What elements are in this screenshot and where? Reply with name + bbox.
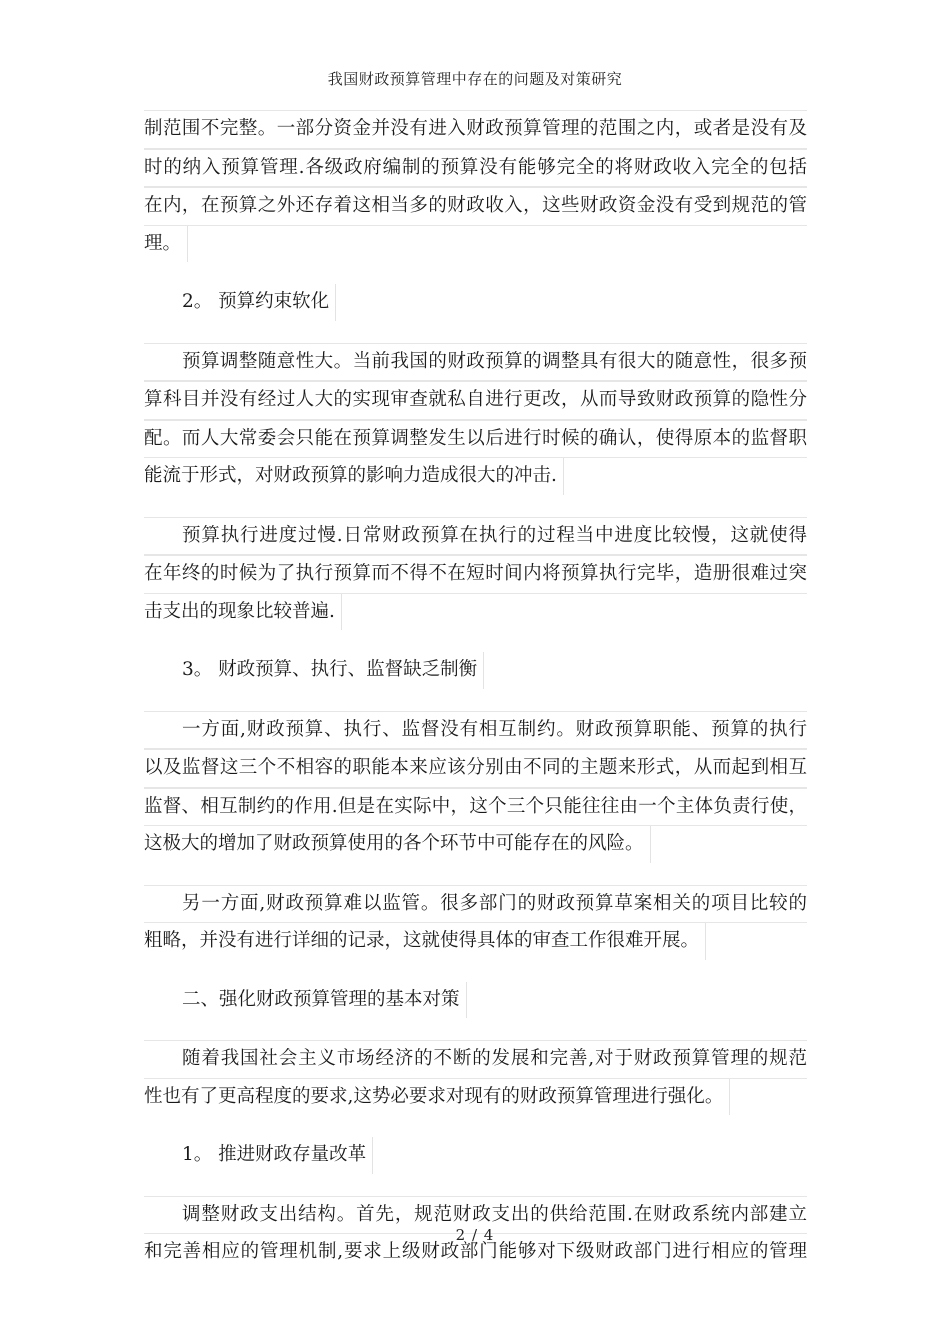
paragraph-line: 预算调整随意性大。当前我国的财政预算的调整具有很大的随意性，很多预 bbox=[144, 343, 807, 382]
paragraph-line: 监督、相互制约的作用.但是在实际中，这个三个只能往往由一个主体负责行使， bbox=[144, 788, 807, 827]
paragraph-line-text: 粗略，并没有进行详细的记录，这就使得具体的审查工作很难开展。 bbox=[144, 923, 706, 960]
paragraph bbox=[144, 885, 807, 960]
section-heading bbox=[144, 284, 807, 321]
paragraph-line: 在内，在预算之外还存着这相当多的财政收入，这些财政资金没有受到规范的管 bbox=[144, 187, 807, 226]
paragraph-line: 另一方面,财政预算难以监管。很多部门的财政预算草案相关的项目比较的 bbox=[144, 885, 807, 924]
section-heading-text: 二、强化财政预算管理的基本对策 bbox=[182, 982, 467, 1019]
paragraph-line bbox=[144, 1079, 807, 1116]
paragraph-line: 算科目并没有经过人大的实现审查就私自进行更改，从而导致财政预算的隐性分 bbox=[144, 381, 807, 420]
paragraph-line-text: 理。 bbox=[144, 226, 188, 263]
section-heading-text: 1。 推进财政存量改革 bbox=[182, 1137, 373, 1174]
section-heading-text: 3。 财政预算、执行、监督缺乏制衡 bbox=[182, 652, 484, 689]
section-heading bbox=[144, 652, 807, 689]
section-heading-text: 2。 预算约束软化 bbox=[182, 284, 336, 321]
section-heading bbox=[144, 982, 807, 1019]
paragraph-line: 以及监督这三个不相容的职能本来应该分别由不同的主题来形式，从而起到相互 bbox=[144, 749, 807, 788]
paragraph bbox=[144, 110, 807, 262]
paragraph-line bbox=[144, 226, 807, 263]
paragraph-line bbox=[144, 826, 807, 863]
document-body bbox=[144, 110, 807, 1293]
paragraph-line-text: 性也有了更高程度的要求,这势必要求对现有的财政预算管理进行强化。 bbox=[144, 1079, 730, 1116]
paragraph-line: 制范围不完整。一部分资金并没有进入财政预算管理的范围之内，或者是没有及 bbox=[144, 110, 807, 149]
paragraph-line: 预算执行进度过慢.日常财政预算在执行的过程当中进度比较慢，这就使得 bbox=[144, 517, 807, 556]
paragraph-line-text: 能流于形式，对财政预算的影响力造成很大的冲击. bbox=[144, 458, 564, 495]
paragraph-line bbox=[144, 458, 807, 495]
paragraph-line: 时的纳入预算管理.各级政府编制的预算没有能够完全的将财政收入完全的包括 bbox=[144, 149, 807, 188]
page-number: 2 / 4 bbox=[455, 1226, 495, 1244]
page-header-title: 我国财政预算管理中存在的问题及对策研究 bbox=[327, 70, 623, 88]
paragraph-line-text: 击支出的现象比较普遍. bbox=[144, 594, 342, 631]
paragraph-line bbox=[144, 923, 807, 960]
paragraph bbox=[144, 1040, 807, 1115]
paragraph-line: 和完善相应的管理机制,要求上级财政部门能够对下级财政部门进行相应的管理 bbox=[144, 1241, 807, 1262]
paragraph-line: 调整财政支出结构。首先，规范财政支出的供给范围.在财政系统内部建立 bbox=[144, 1196, 807, 1235]
paragraph-line bbox=[144, 594, 807, 631]
section-heading bbox=[144, 1137, 807, 1174]
paragraph-line: 在年终的时候为了执行预算而不得不在短时间内将预算执行完毕，造册很难过突 bbox=[144, 555, 807, 594]
paragraph-line: 配。而人大常委会只能在预算调整发生以后进行时候的确认，使得原本的监督职 bbox=[144, 420, 807, 459]
paragraph-line: 随着我国社会主义市场经济的不断的发展和完善,对于财政预算管理的规范 bbox=[144, 1040, 807, 1079]
paragraph-line: 一方面,财政预算、执行、监督没有相互制约。财政预算职能、预算的执行 bbox=[144, 711, 807, 750]
paragraph bbox=[144, 711, 807, 863]
paragraph-line-text: 这极大的增加了财政预算使用的各个环节中可能存在的风险。 bbox=[144, 826, 651, 863]
paragraph bbox=[144, 343, 807, 495]
paragraph bbox=[144, 517, 807, 631]
